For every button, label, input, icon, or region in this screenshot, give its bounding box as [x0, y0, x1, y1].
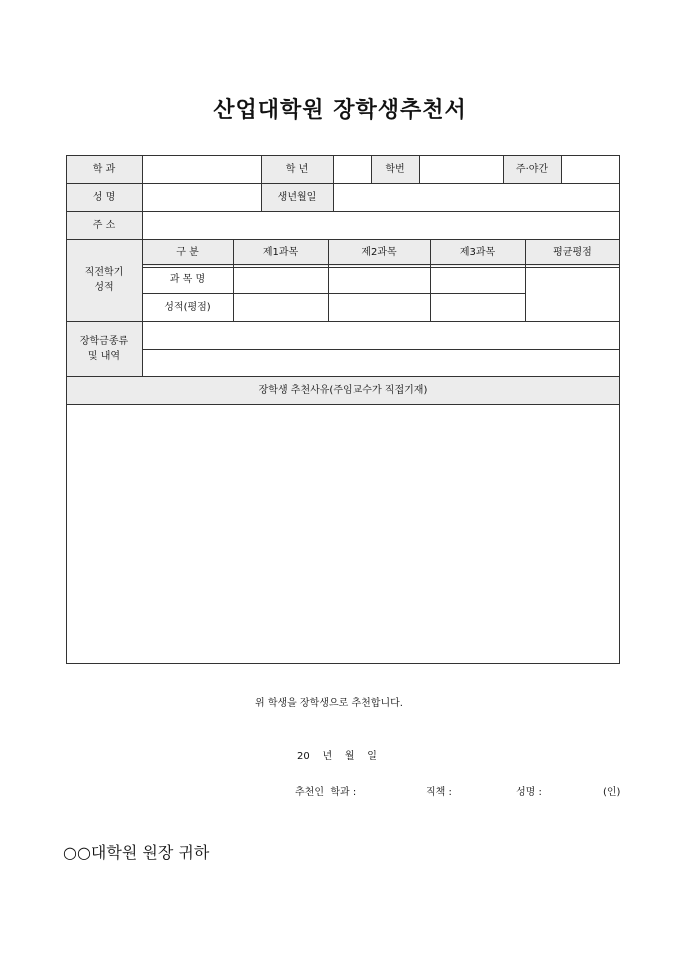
address-label: 주 소	[66, 211, 142, 239]
seal-mark: (인)	[603, 787, 621, 798]
recommender-name-label: 성명 :	[516, 787, 542, 798]
recommender-dept-label: 추천인 학과 :	[295, 787, 357, 798]
category-header: 구 분	[142, 239, 233, 266]
grades-section-label: 직전학기 성적	[66, 239, 142, 321]
scholarship-label: 장학금종류 및 내역	[66, 321, 142, 376]
day-night-label: 주·야간	[503, 155, 561, 183]
year-label: 학 년	[261, 155, 333, 183]
course3-header: 제3과목	[430, 239, 525, 266]
addressee: ○○대학원 원장 귀하	[63, 843, 210, 862]
dept-label: 학 과	[66, 155, 142, 183]
course-name-label: 과 목 명	[169, 274, 206, 285]
grade-label: 성적(평점)	[164, 301, 211, 313]
recommendation-form	[66, 155, 620, 664]
course1-header: 제1과목	[233, 239, 328, 266]
student-no-label: 학번	[371, 155, 419, 183]
document-title: 산업대학원 장학생추천서	[213, 98, 467, 123]
recommendation-statement: 위 학생을 장학생으로 추천합니다.	[255, 698, 403, 709]
recommender-position-label: 직책 :	[426, 787, 452, 798]
form-border	[66, 155, 620, 664]
name-label: 성 명	[66, 183, 142, 211]
course2-header: 제2과목	[328, 239, 430, 266]
date-line: 20 년 월 일	[297, 751, 377, 762]
gpa-header: 평균평점	[525, 239, 620, 266]
birth-label: 생년월일	[261, 183, 333, 211]
reason-header: 장학생 추천사유(주임교수가 직접기재)	[66, 376, 620, 404]
